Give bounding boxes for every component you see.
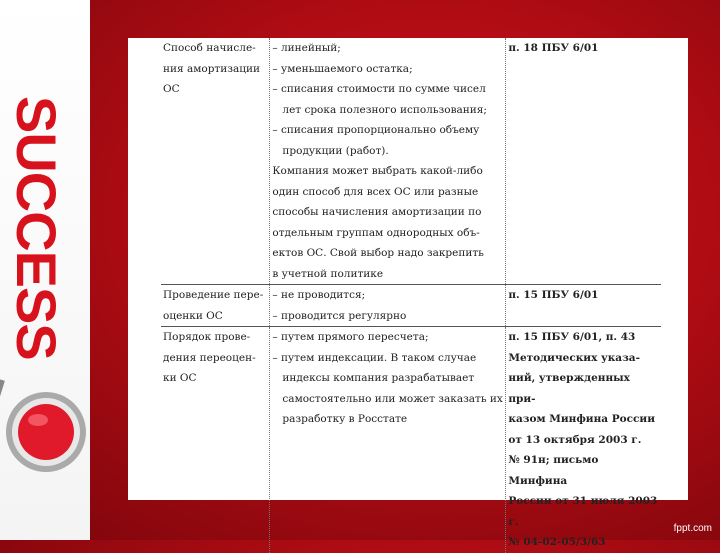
row-title-line: Порядок прове- — [163, 331, 251, 343]
content-line: индексы компания разрабатывает — [282, 372, 475, 384]
content-line: – не проводится; — [272, 289, 366, 301]
content-line: продукции (работ). — [282, 144, 389, 157]
row-title-line: Способ начисле- — [163, 42, 256, 54]
reference-line: Методических указа- — [508, 351, 640, 364]
content-line: – линейный; — [272, 42, 341, 54]
row-reference-cell — [506, 38, 661, 285]
left-decor-panel — [0, 0, 90, 540]
table-row — [161, 38, 661, 285]
reference-line: № 04-02-05/3/63 — [508, 536, 606, 548]
depreciation-table — [161, 38, 661, 553]
table-row — [161, 327, 661, 553]
reference-line: № 91н; письмо Минфина — [508, 454, 599, 487]
table-row — [161, 285, 661, 327]
reference-line: п. 18 ПБУ 6/01 — [508, 42, 599, 54]
row-title-line: ки ОС — [163, 372, 197, 384]
reference-line: России от 31 июля 2003 г. — [508, 495, 658, 528]
content-line: – путем индексации. В таком случае — [272, 351, 477, 364]
row-title-line: Проведение пере- — [163, 289, 264, 301]
row-content-cell — [270, 285, 506, 327]
row-title-cell — [161, 285, 270, 327]
content-line: – списания стоимости по сумме чисел — [272, 83, 486, 95]
content-line: самостоятельно или может заказать их — [282, 392, 503, 405]
content-line: – путем прямого пересчета; — [272, 331, 429, 343]
content-line: – проводится регулярно — [272, 309, 407, 322]
content-line: лет срока полезного использования; — [282, 103, 487, 116]
row-title-cell — [161, 38, 270, 285]
row-title-line: дения переоцен- — [163, 351, 256, 364]
success-wordmark: SUCCESS — [5, 96, 68, 360]
row-title-line: ОС — [163, 83, 180, 95]
content-line: один способ для всех ОС или разные — [272, 185, 479, 198]
content-line: Компания может выбрать какой-либо — [272, 165, 483, 177]
content-line: – списания пропорционально объему — [272, 124, 480, 136]
brand-watermark: fppt.com — [673, 523, 712, 534]
row-content-cell — [270, 327, 506, 553]
reference-line: казом Минфина России — [508, 413, 655, 425]
row-content-cell — [270, 38, 506, 285]
reference-line: от 13 октября 2003 г. — [508, 433, 642, 446]
content-line: способы начисления амортизации по — [272, 206, 482, 218]
content-line: – уменьшаемого остатка; — [272, 62, 413, 75]
magnifier-icon — [0, 370, 100, 500]
content-line: разработку в Росстате — [282, 413, 408, 425]
reference-line: п. 15 ПБУ 6/01, п. 43 — [508, 331, 636, 343]
row-title-line: оценки ОС — [163, 309, 223, 322]
reference-line: п. 15 ПБУ 6/01 — [508, 289, 599, 301]
content-line: в учетной политике — [272, 267, 384, 280]
row-title-line: ния амортизации — [163, 62, 260, 75]
row-reference-cell — [506, 285, 661, 327]
reference-line: ний, утвержденных при- — [508, 372, 630, 405]
content-line: отдельным группам однородных объ- — [272, 226, 480, 239]
row-reference-cell — [506, 327, 661, 553]
row-title-cell — [161, 327, 270, 553]
content-line: ектов ОС. Свой выбор надо закрепить — [272, 247, 484, 259]
document-card — [128, 38, 688, 548]
